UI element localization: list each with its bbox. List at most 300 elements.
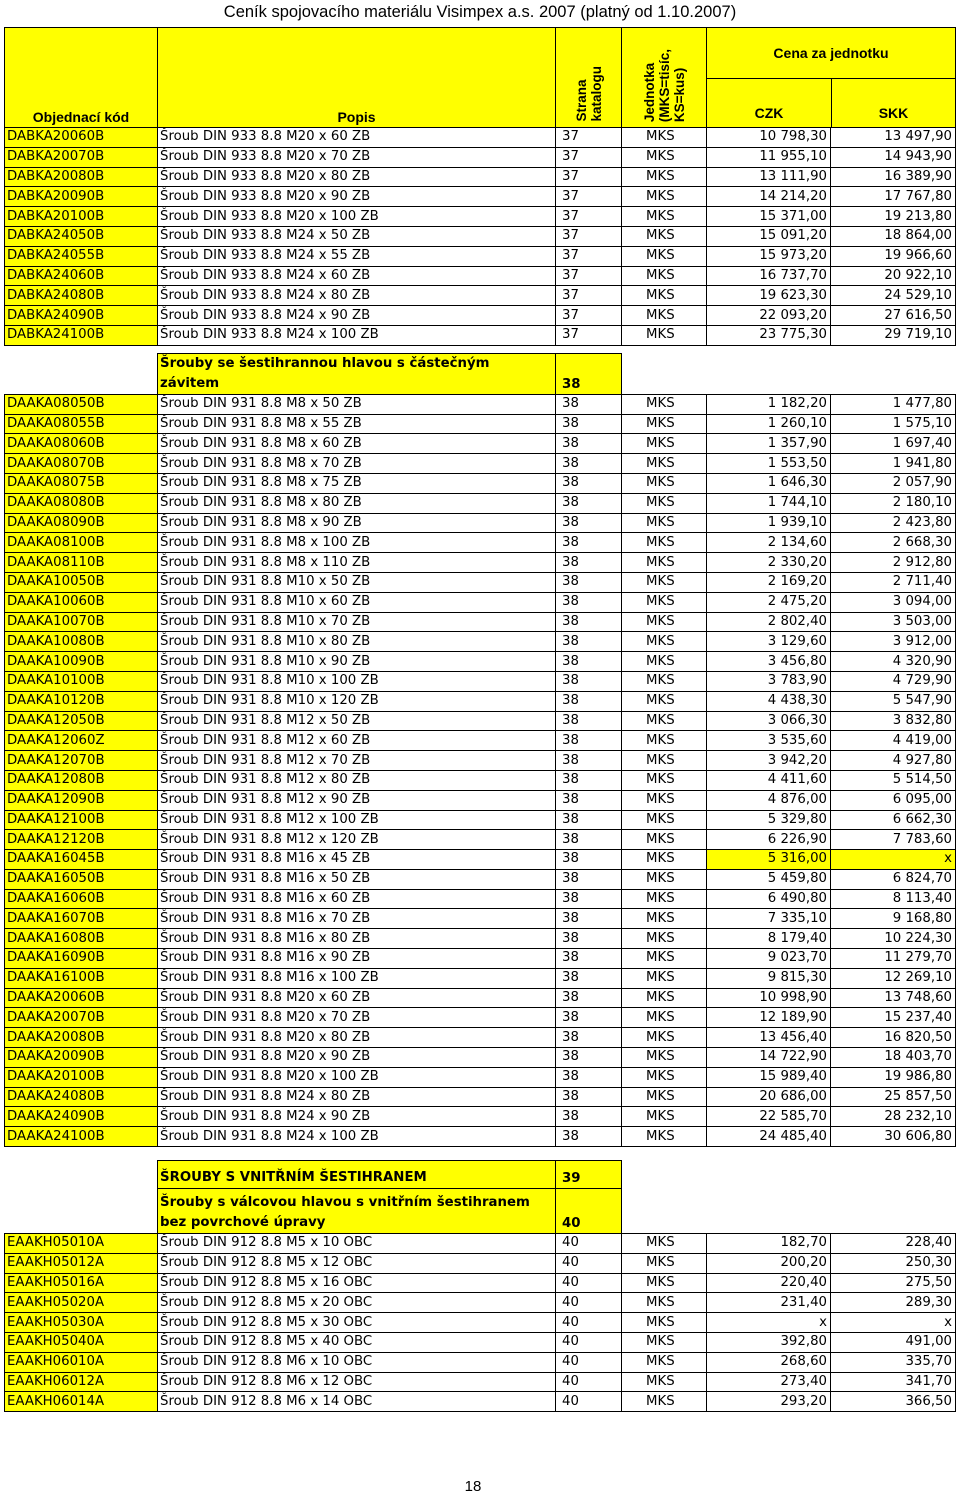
catalog-page: 38 — [556, 968, 622, 988]
catalog-page: 38 — [556, 592, 622, 612]
description: Šroub DIN 931 8.8 M8 x 70 ZB — [158, 454, 556, 474]
price-czk: x — [707, 1313, 831, 1333]
price-skk: 4 320,90 — [831, 652, 956, 672]
price-skk: 275,50 — [831, 1273, 956, 1293]
order-code: DAAKA10060B — [5, 592, 158, 612]
catalog-page: 38 — [556, 830, 622, 850]
table-row — [5, 790, 956, 810]
table-row — [5, 147, 956, 167]
price-czk: 1 744,10 — [707, 493, 831, 513]
price-skk: 16 389,90 — [831, 167, 956, 187]
price-skk: 24 529,10 — [831, 286, 956, 306]
price-czk: 2 134,60 — [707, 533, 831, 553]
catalog-page: 38 — [556, 731, 622, 751]
order-code: DAAKA16060B — [5, 889, 158, 909]
unit: MKS — [622, 1107, 707, 1127]
header-price — [707, 28, 956, 128]
order-code: EAAKH06010A — [5, 1352, 158, 1372]
price-skk: x — [831, 850, 956, 870]
unit: MKS — [622, 1333, 707, 1353]
description: Šroub DIN 912 8.8 M6 x 12 OBC — [158, 1372, 556, 1392]
price-skk: 19 986,80 — [831, 1067, 956, 1087]
catalog-page: 38 — [556, 533, 622, 553]
order-code: DAAKA12100B — [5, 810, 158, 830]
price-skk: 30 606,80 — [831, 1127, 956, 1147]
description: Šroub DIN 933 8.8 M20 x 80 ZB — [158, 167, 556, 187]
price-czk: 2 475,20 — [707, 592, 831, 612]
order-code: DABKA24060B — [5, 266, 158, 286]
catalog-page: 38 — [556, 473, 622, 493]
header-price-label: Cena za jednotku — [707, 28, 955, 79]
price-skk: 29 719,10 — [831, 325, 956, 345]
price-czk: 16 737,70 — [707, 266, 831, 286]
catalog-page: 38 — [556, 1067, 622, 1087]
catalog-page: 38 — [556, 1008, 622, 1028]
description: Šroub DIN 912 8.8 M5 x 20 OBC — [158, 1293, 556, 1313]
catalog-page: 37 — [556, 128, 622, 148]
table-row — [5, 1392, 956, 1412]
table-row — [5, 1067, 956, 1087]
table-row — [5, 731, 956, 751]
catalog-page: 38 — [556, 513, 622, 533]
description: Šroub DIN 931 8.8 M16 x 60 ZB — [158, 889, 556, 909]
price-czk: 5 329,80 — [707, 810, 831, 830]
price-skk: 2 668,30 — [831, 533, 956, 553]
description: Šroub DIN 931 8.8 M12 x 80 ZB — [158, 770, 556, 790]
order-code: DAAKA08055B — [5, 414, 158, 434]
price-skk: 5 514,50 — [831, 770, 956, 790]
order-code: DABKA20080B — [5, 167, 158, 187]
catalog-page: 38 — [556, 493, 622, 513]
section-title — [158, 1189, 556, 1234]
price-skk: 27 616,50 — [831, 306, 956, 326]
price-skk: 6 824,70 — [831, 869, 956, 889]
price-czk: 23 775,30 — [707, 325, 831, 345]
table-row — [5, 830, 956, 850]
price-czk: 8 179,40 — [707, 929, 831, 949]
price-skk: 1 941,80 — [831, 454, 956, 474]
price-czk: 2 802,40 — [707, 612, 831, 632]
order-code: DAAKA20090B — [5, 1048, 158, 1068]
price-czk: 4 438,30 — [707, 691, 831, 711]
price-skk: 4 729,90 — [831, 671, 956, 691]
price-czk: 2 169,20 — [707, 572, 831, 592]
price-skk: 5 547,90 — [831, 691, 956, 711]
catalog-page: 37 — [556, 266, 622, 286]
description: Šroub DIN 931 8.8 M16 x 50 ZB — [158, 869, 556, 889]
header-unit: Jednotka (MKS=tisíc, KS=kus) — [622, 28, 707, 128]
price-czk: 19 623,30 — [707, 286, 831, 306]
catalog-page: 37 — [556, 207, 622, 227]
price-skk: 366,50 — [831, 1392, 956, 1412]
order-code: DAAKA10050B — [5, 572, 158, 592]
unit: MKS — [622, 1392, 707, 1412]
table-row — [5, 286, 956, 306]
price-skk: 13 497,90 — [831, 128, 956, 148]
price-skk: 25 857,50 — [831, 1087, 956, 1107]
unit: MKS — [622, 1048, 707, 1068]
table-row — [5, 770, 956, 790]
order-code: DAAKA10080B — [5, 632, 158, 652]
description: Šroub DIN 912 8.8 M5 x 16 OBC — [158, 1273, 556, 1293]
description: Šroub DIN 931 8.8 M16 x 90 ZB — [158, 949, 556, 969]
price-skk: 4 927,80 — [831, 751, 956, 771]
table-row — [5, 711, 956, 731]
section-line-2: bez povrchové úpravy — [160, 1215, 326, 1231]
catalog-page: 38 — [556, 652, 622, 672]
catalog-page: 38 — [556, 671, 622, 691]
price-skk: 2 057,90 — [831, 473, 956, 493]
unit: MKS — [622, 1352, 707, 1372]
description: Šroub DIN 933 8.8 M24 x 50 ZB — [158, 226, 556, 246]
catalog-page: 37 — [556, 187, 622, 207]
price-czk: 1 357,90 — [707, 434, 831, 454]
catalog-page: 38 — [556, 1107, 622, 1127]
price-czk: 7 335,10 — [707, 909, 831, 929]
catalog-page: 38 — [556, 572, 622, 592]
section-gap — [622, 1161, 956, 1189]
unit: MKS — [622, 1127, 707, 1147]
price-czk: 4 411,60 — [707, 770, 831, 790]
table-row — [5, 1313, 956, 1333]
description: Šroub DIN 931 8.8 M12 x 100 ZB — [158, 810, 556, 830]
order-code: DAAKA12080B — [5, 770, 158, 790]
catalog-page: 38 — [556, 988, 622, 1008]
description: Šroub DIN 931 8.8 M10 x 120 ZB — [158, 691, 556, 711]
description: Šroub DIN 931 8.8 M8 x 100 ZB — [158, 533, 556, 553]
description: Šroub DIN 912 8.8 M5 x 30 OBC — [158, 1313, 556, 1333]
description: Šroub DIN 931 8.8 M12 x 90 ZB — [158, 790, 556, 810]
unit: MKS — [622, 711, 707, 731]
unit: MKS — [622, 306, 707, 326]
description: Šroub DIN 933 8.8 M24 x 80 ZB — [158, 286, 556, 306]
price-skk: 2 711,40 — [831, 572, 956, 592]
price-skk: 335,70 — [831, 1352, 956, 1372]
order-code: EAAKH06014A — [5, 1392, 158, 1412]
price-skk: 14 943,90 — [831, 147, 956, 167]
price-czk: 9 815,30 — [707, 968, 831, 988]
description: Šroub DIN 931 8.8 M8 x 80 ZB — [158, 493, 556, 513]
description: Šroub DIN 931 8.8 M10 x 100 ZB — [158, 671, 556, 691]
description: Šroub DIN 933 8.8 M20 x 90 ZB — [158, 187, 556, 207]
order-code: EAAKH05016A — [5, 1273, 158, 1293]
table-row — [5, 1234, 956, 1254]
unit: MKS — [622, 1293, 707, 1313]
order-code: DABKA20090B — [5, 187, 158, 207]
description: Šroub DIN 912 8.8 M5 x 40 OBC — [158, 1333, 556, 1353]
section-page: 40 — [556, 1189, 622, 1234]
unit: MKS — [622, 246, 707, 266]
table-row — [5, 1253, 956, 1273]
unit: MKS — [622, 1008, 707, 1028]
table-row — [5, 671, 956, 691]
catalog-page: 37 — [556, 167, 622, 187]
order-code: DAAKA08070B — [5, 454, 158, 474]
table-row — [5, 454, 956, 474]
unit: MKS — [622, 394, 707, 414]
section-gap — [5, 1161, 158, 1189]
description: Šroub DIN 912 8.8 M5 x 10 OBC — [158, 1234, 556, 1254]
description: Šroub DIN 931 8.8 M24 x 100 ZB — [158, 1127, 556, 1147]
table-row — [5, 207, 956, 227]
catalog-page: 37 — [556, 246, 622, 266]
price-czk: 13 456,40 — [707, 1028, 831, 1048]
section-row — [5, 1161, 956, 1189]
unit: MKS — [622, 1253, 707, 1273]
description: Šroub DIN 931 8.8 M10 x 60 ZB — [158, 592, 556, 612]
price-skk: 28 232,10 — [831, 1107, 956, 1127]
order-code: DAAKA10070B — [5, 612, 158, 632]
table-row — [5, 414, 956, 434]
order-code: DABKA24090B — [5, 306, 158, 326]
catalog-page: 37 — [556, 325, 622, 345]
table-row — [5, 434, 956, 454]
order-code: DAAKA16100B — [5, 968, 158, 988]
price-czk: 15 973,20 — [707, 246, 831, 266]
unit: MKS — [622, 454, 707, 474]
description: Šroub DIN 912 8.8 M5 x 12 OBC — [158, 1253, 556, 1273]
description: Šroub DIN 931 8.8 M20 x 60 ZB — [158, 988, 556, 1008]
table-row — [5, 1352, 956, 1372]
price-skk: 19 966,60 — [831, 246, 956, 266]
unit: MKS — [622, 147, 707, 167]
table-row — [5, 652, 956, 672]
header-czk: CZK — [707, 79, 832, 127]
unit: MKS — [622, 731, 707, 751]
price-czk: 22 585,70 — [707, 1107, 831, 1127]
catalog-page: 38 — [556, 1127, 622, 1147]
description: Šroub DIN 931 8.8 M20 x 100 ZB — [158, 1067, 556, 1087]
price-czk: 3 942,20 — [707, 751, 831, 771]
price-skk: 18 864,00 — [831, 226, 956, 246]
unit: MKS — [622, 553, 707, 573]
header-row — [5, 28, 956, 128]
price-skk: 250,30 — [831, 1253, 956, 1273]
description: Šroub DIN 933 8.8 M24 x 60 ZB — [158, 266, 556, 286]
price-czk: 200,20 — [707, 1253, 831, 1273]
order-code: DAAKA24100B — [5, 1127, 158, 1147]
order-code: EAAKH05012A — [5, 1253, 158, 1273]
order-code: DAAKA12050B — [5, 711, 158, 731]
table-row — [5, 266, 956, 286]
unit: MKS — [622, 1273, 707, 1293]
catalog-page: 38 — [556, 751, 622, 771]
order-code: DAAKA16070B — [5, 909, 158, 929]
catalog-page: 40 — [556, 1273, 622, 1293]
unit: MKS — [622, 592, 707, 612]
price-skk: 2 180,10 — [831, 493, 956, 513]
price-czk: 273,40 — [707, 1372, 831, 1392]
description: Šroub DIN 931 8.8 M16 x 100 ZB — [158, 968, 556, 988]
price-czk: 1 182,20 — [707, 394, 831, 414]
price-czk: 5 316,00 — [707, 850, 831, 870]
page-number: 18 — [464, 1478, 482, 1495]
description: Šroub DIN 933 8.8 M20 x 70 ZB — [158, 147, 556, 167]
catalog-page: 40 — [556, 1234, 622, 1254]
section-gap — [5, 353, 158, 394]
unit: MKS — [622, 1067, 707, 1087]
unit: MKS — [622, 493, 707, 513]
order-code: DAAKA24090B — [5, 1107, 158, 1127]
price-skk: 1 477,80 — [831, 394, 956, 414]
description: Šroub DIN 931 8.8 M12 x 120 ZB — [158, 830, 556, 850]
description: Šroub DIN 931 8.8 M12 x 60 ZB — [158, 731, 556, 751]
order-code: DAAKA10090B — [5, 652, 158, 672]
description: Šroub DIN 931 8.8 M12 x 70 ZB — [158, 751, 556, 771]
section-line-2: závitem — [160, 375, 220, 391]
price-czk: 1 939,10 — [707, 513, 831, 533]
description: Šroub DIN 931 8.8 M8 x 55 ZB — [158, 414, 556, 434]
unit: MKS — [622, 968, 707, 988]
price-skk: 17 767,80 — [831, 187, 956, 207]
unit: MKS — [622, 1087, 707, 1107]
table-row — [5, 909, 956, 929]
price-skk: 6 662,30 — [831, 810, 956, 830]
catalog-page: 38 — [556, 850, 622, 870]
section-row — [5, 353, 956, 394]
description: Šroub DIN 931 8.8 M10 x 90 ZB — [158, 652, 556, 672]
price-czk: 12 189,90 — [707, 1008, 831, 1028]
description: Šroub DIN 933 8.8 M20 x 60 ZB — [158, 128, 556, 148]
unit: MKS — [622, 691, 707, 711]
catalog-page: 38 — [556, 810, 622, 830]
description: Šroub DIN 931 8.8 M10 x 80 ZB — [158, 632, 556, 652]
table-row — [5, 751, 956, 771]
price-skk: 10 224,30 — [831, 929, 956, 949]
order-code: DABKA20060B — [5, 128, 158, 148]
price-table — [4, 27, 956, 1412]
table-row — [5, 691, 956, 711]
unit: MKS — [622, 869, 707, 889]
description: Šroub DIN 931 8.8 M24 x 80 ZB — [158, 1087, 556, 1107]
price-czk: 10 998,90 — [707, 988, 831, 1008]
price-czk: 220,40 — [707, 1273, 831, 1293]
price-czk: 15 091,20 — [707, 226, 831, 246]
price-skk: 3 503,00 — [831, 612, 956, 632]
description: Šroub DIN 931 8.8 M8 x 90 ZB — [158, 513, 556, 533]
table-row — [5, 632, 956, 652]
catalog-page: 38 — [556, 553, 622, 573]
price-czk: 9 023,70 — [707, 949, 831, 969]
header-page: Strana katalogu — [556, 28, 622, 128]
description: Šroub DIN 931 8.8 M8 x 60 ZB — [158, 434, 556, 454]
catalog-page: 37 — [556, 306, 622, 326]
order-code: DAAKA20080B — [5, 1028, 158, 1048]
price-skk: 6 095,00 — [831, 790, 956, 810]
order-code: DAAKA08075B — [5, 473, 158, 493]
table-row — [5, 128, 956, 148]
unit: MKS — [622, 187, 707, 207]
table-row — [5, 572, 956, 592]
price-czk: 3 783,90 — [707, 671, 831, 691]
catalog-page: 38 — [556, 1048, 622, 1068]
unit: MKS — [622, 207, 707, 227]
catalog-page: 38 — [556, 949, 622, 969]
price-czk: 2 330,20 — [707, 553, 831, 573]
unit: MKS — [622, 325, 707, 345]
catalog-page: 37 — [556, 286, 622, 306]
description: Šroub DIN 933 8.8 M24 x 100 ZB — [158, 325, 556, 345]
description: Šroub DIN 931 8.8 M16 x 45 ZB — [158, 850, 556, 870]
table-row — [5, 325, 956, 345]
unit: MKS — [622, 632, 707, 652]
catalog-page: 40 — [556, 1253, 622, 1273]
unit: MKS — [622, 652, 707, 672]
unit: MKS — [622, 751, 707, 771]
spacer-row — [5, 345, 956, 353]
order-code: DAAKA16045B — [5, 850, 158, 870]
description: Šroub DIN 933 8.8 M24 x 90 ZB — [158, 306, 556, 326]
table-row — [5, 850, 956, 870]
catalog-page: 40 — [556, 1352, 622, 1372]
order-code: DAAKA20100B — [5, 1067, 158, 1087]
unit: MKS — [622, 1234, 707, 1254]
price-czk: 6 490,80 — [707, 889, 831, 909]
order-code: DAAKA08080B — [5, 493, 158, 513]
description: Šroub DIN 931 8.8 M20 x 90 ZB — [158, 1048, 556, 1068]
description: Šroub DIN 931 8.8 M8 x 50 ZB — [158, 394, 556, 414]
table-row — [5, 889, 956, 909]
price-skk: 18 403,70 — [831, 1048, 956, 1068]
price-czk: 15 989,40 — [707, 1067, 831, 1087]
price-czk: 11 955,10 — [707, 147, 831, 167]
price-czk: 3 129,60 — [707, 632, 831, 652]
description: Šroub DIN 931 8.8 M10 x 50 ZB — [158, 572, 556, 592]
section-line-1: Šrouby se šestihrannou hlavou s částečným — [160, 355, 490, 371]
section-gap — [622, 353, 956, 394]
spacer-cell — [5, 1147, 956, 1161]
unit: MKS — [622, 167, 707, 187]
table-row — [5, 1107, 956, 1127]
unit: MKS — [622, 473, 707, 493]
table-row — [5, 869, 956, 889]
price-czk: 5 459,80 — [707, 869, 831, 889]
unit: MKS — [622, 434, 707, 454]
price-skk: 341,70 — [831, 1372, 956, 1392]
description: Šroub DIN 931 8.8 M16 x 70 ZB — [158, 909, 556, 929]
table-row — [5, 949, 956, 969]
unit: MKS — [622, 612, 707, 632]
price-skk: 4 419,00 — [831, 731, 956, 751]
price-czk: 1 646,30 — [707, 473, 831, 493]
order-code: DAAKA12070B — [5, 751, 158, 771]
description: Šroub DIN 931 8.8 M8 x 110 ZB — [158, 553, 556, 573]
catalog-page: 38 — [556, 691, 622, 711]
unit: MKS — [622, 830, 707, 850]
price-skk: 11 279,70 — [831, 949, 956, 969]
section-line-1: Šrouby s válcovou hlavou s vnitřním šestihranem — [160, 1195, 530, 1211]
table-row — [5, 1048, 956, 1068]
unit: MKS — [622, 414, 707, 434]
description: Šroub DIN 931 8.8 M12 x 50 ZB — [158, 711, 556, 731]
catalog-page: 38 — [556, 889, 622, 909]
header-skk: SKK — [878, 105, 909, 121]
price-skk: 9 168,80 — [831, 909, 956, 929]
unit: MKS — [622, 810, 707, 830]
order-code: DABKA20070B — [5, 147, 158, 167]
order-code: DAAKA08090B — [5, 513, 158, 533]
unit: MKS — [622, 266, 707, 286]
description: Šroub DIN 933 8.8 M24 x 55 ZB — [158, 246, 556, 266]
order-code: DAAKA10120B — [5, 691, 158, 711]
price-skk: 289,30 — [831, 1293, 956, 1313]
table-row — [5, 187, 956, 207]
description: Šroub DIN 912 8.8 M6 x 14 OBC — [158, 1392, 556, 1412]
price-czk: 14 214,20 — [707, 187, 831, 207]
order-code: DAAKA20070B — [5, 1008, 158, 1028]
catalog-page: 38 — [556, 394, 622, 414]
unit: MKS — [622, 770, 707, 790]
